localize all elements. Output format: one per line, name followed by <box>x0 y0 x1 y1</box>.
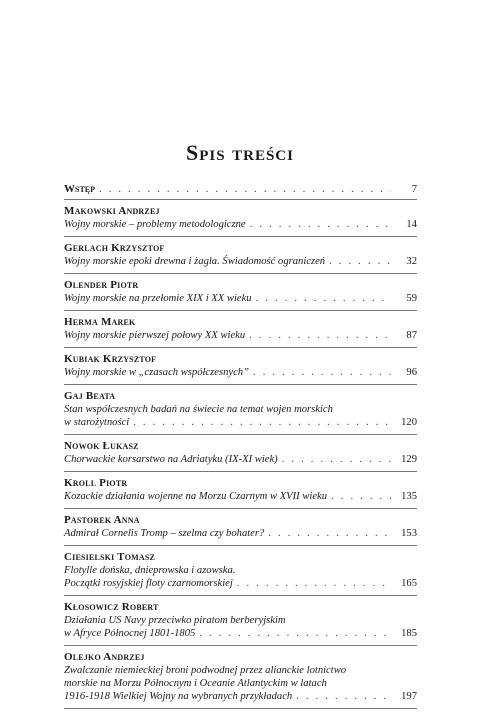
table-of-contents <box>64 183 417 714</box>
dot-leader <box>253 366 391 379</box>
toc-title-last-line <box>64 453 417 466</box>
toc-entry <box>64 477 417 509</box>
toc-author: Makowski Andrzej <box>64 205 160 217</box>
dot-leader <box>133 416 391 429</box>
dot-leader <box>250 218 391 231</box>
toc-author: Pastorek Anna <box>64 514 140 526</box>
toc-title-last-line <box>64 218 417 231</box>
toc-title: Wstęp <box>64 183 96 195</box>
toc-title: 1916-1918 Wielkiej Wojny na wybranych przykładach <box>64 691 293 702</box>
page-number: 59 <box>406 293 417 304</box>
toc-entry <box>64 440 417 472</box>
page-number: 7 <box>411 184 417 195</box>
toc-entry <box>64 242 417 274</box>
toc-entry <box>64 651 417 709</box>
toc-title: Wojny morskie w „czasach współczesnych” <box>64 367 249 378</box>
toc-title-line: Zwalczanie niemieckiej broni podwodnej przez alianckie lotnictwo <box>64 665 347 676</box>
toc-title-last-line <box>64 292 417 305</box>
toc-title-last-line <box>64 527 417 540</box>
toc-entry <box>64 353 417 385</box>
toc-author: Kłosowicz Robert <box>64 601 159 613</box>
toc-entry <box>64 514 417 546</box>
dot-leader <box>331 490 391 503</box>
dot-leader <box>282 453 391 466</box>
toc-author: Ciesielski Tomasz <box>64 551 156 563</box>
toc-title: Wojny morskie pierwszej połowy XX wieku <box>64 330 246 341</box>
toc-author: Nowok Łukasz <box>64 440 139 452</box>
toc-title: w starożytności <box>64 417 130 428</box>
toc-title-last-line <box>64 183 417 196</box>
dot-leader <box>296 690 391 703</box>
toc-title-line: Flotylle dońska, dnieprowska i azowska. <box>64 565 236 576</box>
toc-title-line: Działania US Navy przeciwko piratom berberyjskim <box>64 615 286 626</box>
toc-author: Olender Piotr <box>64 279 139 291</box>
toc-title: Początki rosyjskiej floty czarnomorskiej <box>64 578 233 589</box>
toc-entry <box>64 205 417 237</box>
dot-leader <box>249 329 391 342</box>
dot-leader <box>256 292 391 305</box>
toc-title: Admirał Cornelis Tromp – szelma czy bohater? <box>64 528 265 539</box>
toc-title: Chorwackie korsarstwo na Adriatyku (IX-XI wiek) <box>64 454 278 465</box>
toc-entry <box>64 390 417 435</box>
page-number: 197 <box>401 691 417 702</box>
dot-leader <box>268 527 391 540</box>
toc-title: Kozackie działania wojenne na Morzu Czarnym w XVII wieku <box>64 491 328 502</box>
page-number: 185 <box>401 628 417 639</box>
page-number: 129 <box>401 454 417 465</box>
dot-leader <box>329 255 391 268</box>
toc-entry <box>64 316 417 348</box>
toc-author: Olejko Andrzej <box>64 651 145 663</box>
page-number: 14 <box>406 219 417 230</box>
toc-title-last-line <box>64 490 417 503</box>
page-number: 153 <box>401 528 417 539</box>
page-title: Spis treści <box>186 140 294 165</box>
dot-leader <box>237 577 391 590</box>
page-number: 87 <box>406 330 417 341</box>
toc-title-last-line <box>64 255 417 268</box>
page-number: 96 <box>406 367 417 378</box>
dot-leader <box>99 183 391 196</box>
toc-entry <box>64 551 417 596</box>
toc-entry <box>64 601 417 646</box>
toc-entry <box>64 183 417 200</box>
toc-title-last-line <box>64 416 417 429</box>
toc-title-last-line <box>64 329 417 342</box>
toc-author: Kroll Piotr <box>64 477 128 489</box>
toc-title-last-line <box>64 577 417 590</box>
toc-author: Kubiak Krzysztof <box>64 353 157 365</box>
toc-author: Herma Marek <box>64 316 136 328</box>
toc-entry <box>64 279 417 311</box>
toc-title: Wojny morskie epoki drewna i żagla. Świadomość ograniczeń <box>64 256 326 267</box>
toc-title-last-line <box>64 627 417 640</box>
toc-title: Wojny morskie – problemy metodologiczne <box>64 219 246 230</box>
toc-title: Wojny morskie na przełomie XIX i XX wieku <box>64 293 252 304</box>
toc-title-last-line <box>64 366 417 379</box>
toc-title-last-line <box>64 690 417 703</box>
toc-title-line: Stan współczesnych badań na świecie na temat wojen morskich <box>64 404 333 415</box>
page-number: 32 <box>406 256 417 267</box>
page-number: 165 <box>401 578 417 589</box>
dot-leader <box>199 627 391 640</box>
page-number: 135 <box>401 491 417 502</box>
toc-title-line: morskie na Morzu Północnym i Oceanie Atlantyckim w latach <box>64 678 327 689</box>
toc-author: Gerlach Krzysztof <box>64 242 165 254</box>
toc-author: Gaj Beata <box>64 390 116 402</box>
toc-title: w Afryce Północnej 1801-1805 <box>64 628 196 639</box>
page-number: 120 <box>401 417 417 428</box>
